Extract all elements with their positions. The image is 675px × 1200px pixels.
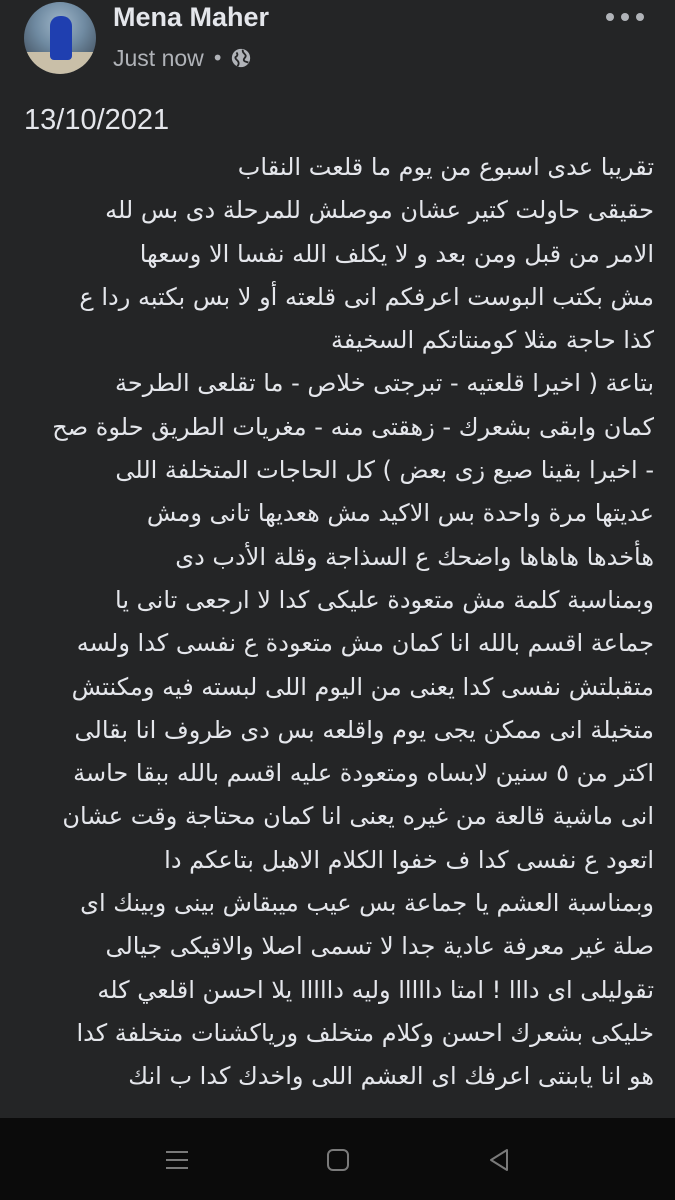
post-timestamp[interactable]: Just now (113, 44, 204, 71)
post-text-line: تقوليلى اى دااا ! امتا دااااا وليه دااااا يلا احسن اقلعي كله (97, 975, 654, 1004)
avatar-figure (50, 16, 72, 60)
post-meta (113, 42, 252, 74)
post-text (14, 146, 654, 1099)
post-text-line: كمان وابقى بشعرك - زهقتى منه - مغريات الطريق حلوة صح (52, 412, 654, 441)
post-text-line: بتاعة ( اخيرا قلعتيه - تبرجتى خلاص - ما تقلعى الطرحة (115, 369, 654, 398)
post-text-line: عديتها مرة واحدة بس الاكيد مش هعديها تانى ومش (146, 499, 654, 528)
android-nav-bar (0, 1118, 675, 1200)
post-text-line: كذا حاجة مثلا كومنتاتكم السخيفة (331, 326, 654, 355)
post-text-line: وبمناسبة كلمة مش متعودة عليكى كدا لا ارجعى تانى يا (115, 585, 654, 614)
post-text-line: وبمناسبة العشم يا جماعة بس عيب ميبقاش بينى وبينك اى (80, 889, 654, 918)
post-text-line: هو انا يابنتى اعرفك اى العشم اللى واخدك كدا ب انك (128, 1062, 654, 1091)
post-text-line: اكتر من ٥ سنين لابساه ومتعودة عليه اقسم بالله ببقا حاسة (73, 759, 654, 788)
back-icon[interactable] (484, 1145, 514, 1175)
post-text-line: اتعود ع نفسى كدا ف خفوا الكلام الاهبل بتاعكم دا (164, 845, 654, 874)
post-text-line: هأخدها هاهاها واضحك ع السذاجة وقلة الأدب دى (175, 542, 654, 571)
post-text-line: خليكى بشعرك احسن وكلام متخلف ورياكشنات متخلفة كدا (76, 1018, 654, 1047)
author-name[interactable]: Mena Maher (113, 2, 270, 32)
post-text-line: متخيلة انى ممكن يجى يوم واقلعه بس دى ظروف انا بقالى (74, 715, 654, 744)
post-text-line: متقبلتش نفسى كدا يعنى من اليوم اللى لبسته فيه ومكنتش (71, 672, 654, 701)
post-text-line: صلة غير معرفة عادية جدا لا تسمى اصلا والاقيكى جيالى (105, 932, 654, 961)
meta-separator: • (211, 46, 224, 70)
globe-icon[interactable] (230, 47, 252, 69)
post-date: 13/10/2021 (24, 104, 170, 136)
post-text-line: انى ماشية قالعة من غيره يعنى انا كمان محتاجة وقت عشان (62, 802, 654, 831)
more-dot (621, 13, 629, 21)
post-text-line: - اخيرا بقينا صيع زى بعض ) كل الحاجات المتخلفة اللى (115, 456, 654, 485)
post-text-line: الامر من قبل ومن بعد و لا يكلف الله نفسا الا وسعها (139, 239, 654, 268)
avatar[interactable] (24, 2, 96, 74)
post-header (0, 0, 675, 90)
recents-icon[interactable] (162, 1145, 192, 1175)
post-text-line: حقيقى حاولت كتير عشان موصلش للمرحلة دى بس لله (105, 196, 654, 225)
more-dot (636, 13, 644, 21)
post-text-line: مش بكتب البوست اعرفكم انى قلعته أو لا بس بكتبه ردا ع (79, 282, 654, 311)
post-text-line: جماعة اقسم بالله انا كمان مش متعودة ع نفسى كدا ولسه (76, 629, 654, 658)
home-icon[interactable] (323, 1145, 353, 1175)
more-dot (606, 13, 614, 21)
post-text-line: تقريبا عدى اسبوع من يوم ما قلعت النقاب (237, 153, 654, 181)
more-dots-icon[interactable] (606, 10, 644, 24)
